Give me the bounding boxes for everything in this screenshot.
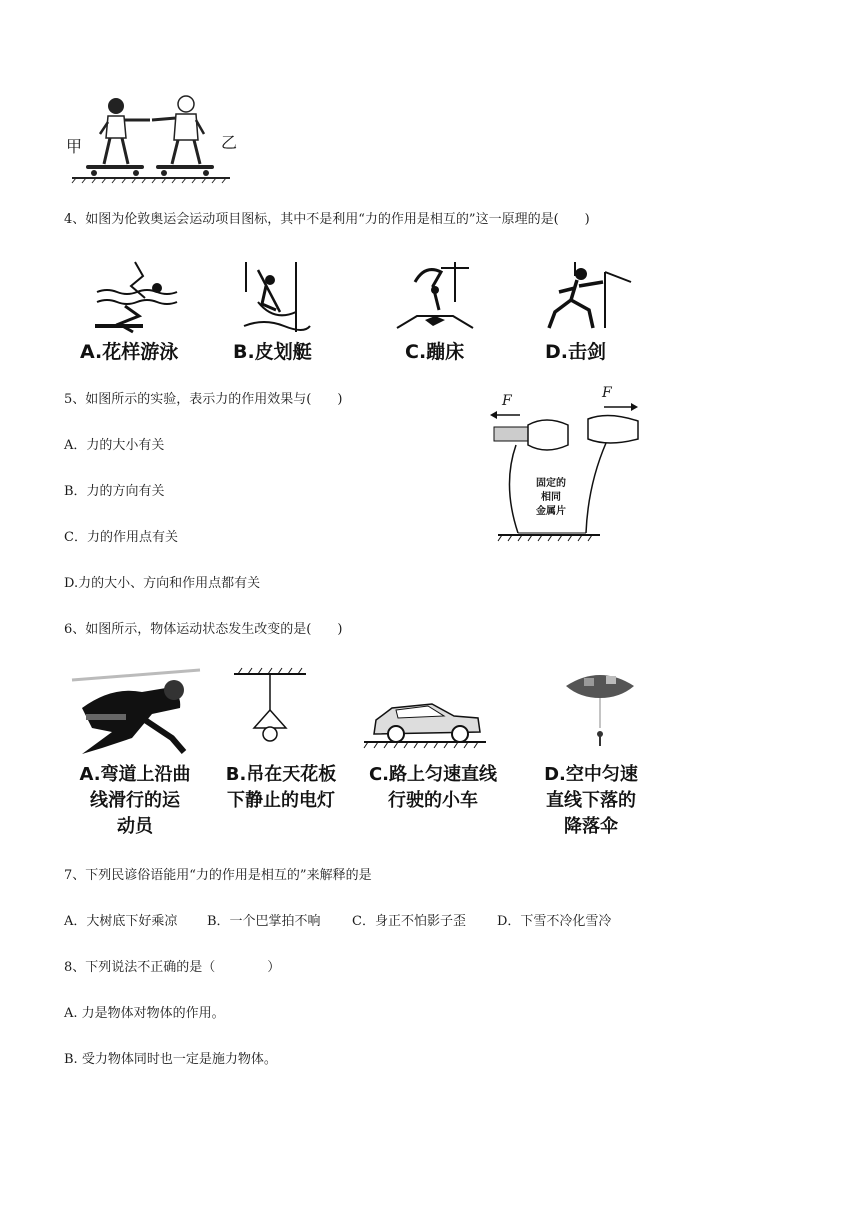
- plate-label: 固定的 相同 金属片: [536, 478, 566, 517]
- q5-figure: [488, 385, 668, 545]
- q8-option-b: B. 受力物体同时也一定是施力物体。: [64, 1052, 277, 1067]
- car-icon: [362, 690, 488, 750]
- q6-caption-c: C.路上匀速直线 行驶的小车: [368, 764, 498, 811]
- canoe-icon: [240, 262, 310, 337]
- q4-caption-b: B.皮划艇: [233, 341, 312, 363]
- q5-option-a: A．力的大小有关: [64, 438, 165, 453]
- q7-option-c: C．身正不怕影子歪: [352, 914, 466, 929]
- q7-stem: 7、下列民谚俗语能用“力的作用是相互的”来解释的是: [64, 868, 372, 883]
- q4-caption-c: C.蹦床: [405, 341, 465, 363]
- q5-option-d: D.力的大小、方向和作用点都有关: [64, 576, 261, 591]
- hanging-lamp-icon: [230, 668, 310, 748]
- q6-caption-b: B.吊在天花板 下静止的电灯: [225, 764, 337, 811]
- q7-option-d: D．下雪不冷化雪冷: [497, 914, 612, 929]
- fencing-icon: [545, 262, 635, 337]
- q4-caption-d: D.击剑: [545, 341, 606, 363]
- force-label-left: F: [502, 393, 512, 409]
- q5-option-b: B．力的方向有关: [64, 484, 165, 499]
- q4-caption-a: A.花样游泳: [80, 341, 179, 363]
- q7-option-b: B．一个巴掌拍不响: [207, 914, 321, 929]
- q7-option-a: A．大树底下好乘凉: [64, 914, 178, 929]
- q6-caption-d: D.空中匀速 直线下落的 降落伞: [544, 764, 638, 837]
- speed-skater-image: [72, 668, 200, 756]
- q6-caption-a: A.弯道上沿曲 线滑行的运 动员: [79, 764, 191, 837]
- q5-option-c: C．力的作用点有关: [64, 530, 178, 545]
- synchronized-swimming-icon: [95, 258, 185, 333]
- q6-stem: 6、如图所示，物体运动状态发生改变的是( ): [64, 622, 343, 637]
- metal-plate-force-illustration: [488, 385, 668, 545]
- parachute-image: [560, 664, 640, 754]
- label-yi: 乙: [221, 133, 238, 152]
- q8-stem: 8、下列说法不正确的是（ ）: [64, 960, 281, 975]
- q5-stem: 5、如图所示的实验，表示力的作用效果与( ): [64, 392, 343, 407]
- label-jia: 甲: [66, 137, 83, 156]
- q8-option-a: A. 力是物体对物体的作用。: [64, 1006, 225, 1021]
- q4-stem: 4、如图为伦敦奥运会运动项目图标，其中不是利用“力的作用是相互的”这一原理的是( ): [64, 212, 590, 227]
- force-label-right: F: [602, 385, 612, 401]
- trampoline-icon: [395, 262, 475, 337]
